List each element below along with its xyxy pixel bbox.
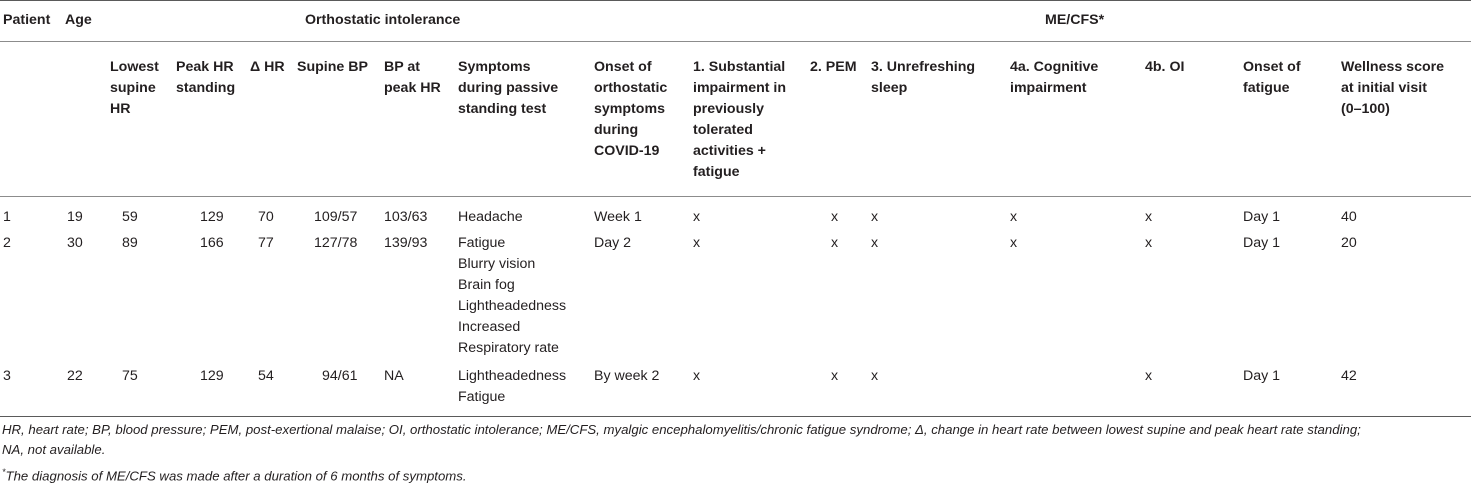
cell-cognitive: x (1010, 209, 1018, 225)
cell-symptoms: Fatigue Blurry vision Brain fog Lightheadedness Increased Respiratory rate (458, 235, 567, 356)
cell-pem: x (831, 235, 839, 251)
cell-onset-orthostatic: By week 2 (594, 368, 660, 384)
col-wellness-score: Wellness score at initial visit (0–100) (1341, 59, 1445, 117)
col-substantial-impairment: 1. Substantial impairment in previously tolerated activities + fatigue (693, 59, 787, 180)
cell-impairment: x (693, 235, 701, 251)
header-patient: Patient (3, 12, 51, 28)
cell-supine-bp: 109/57 (314, 209, 358, 225)
cell-impairment: x (693, 368, 701, 384)
cell-patient: 3 (3, 368, 11, 384)
footnote-abbreviations: HR, heart rate; BP, blood pressure; PEM, post-exertional malaise; OI, orthostatic intolerance; ME/CFS, myalgic encephalomyelitis/chronic fatigue syndrome; Δ, change in heart rate between lowest supine and peak heart rate standing; NA, not available. (2, 422, 1361, 457)
cell-sleep: x (871, 209, 879, 225)
cell-bp-peak: NA (384, 368, 404, 384)
col-cognitive-impairment: 4a. Cognitive impairment (1010, 59, 1099, 96)
cell-supine-bp: 127/78 (314, 235, 358, 251)
cell-oi: x (1145, 209, 1153, 225)
cell-symptoms: Lightheadedness Fatigue (458, 368, 567, 405)
cell-pem: x (831, 209, 839, 225)
cell-lowest-hr: 59 (122, 209, 138, 225)
cell-age: 22 (67, 368, 83, 384)
cell-delta-hr: 54 (258, 368, 274, 384)
cell-wellness: 42 (1341, 368, 1357, 384)
col-lowest-hr: Lowest supine HR (110, 59, 159, 117)
col-delta-hr: Δ HR (250, 59, 285, 75)
cell-wellness: 40 (1341, 209, 1357, 225)
col-onset-orthostatic: Onset of orthostatic symptoms during COVID-19 (594, 59, 668, 159)
cell-bp-peak: 139/93 (384, 235, 428, 251)
cell-wellness: 20 (1341, 235, 1357, 251)
asterisk-note: The diagnosis of ME/CFS was made after a duration of 6 months of symptoms. (5, 468, 467, 484)
cell-lowest-hr: 89 (122, 235, 138, 251)
cell-peak-hr: 129 (200, 209, 224, 225)
footnote-asterisk (2, 462, 467, 486)
cell-sleep: x (871, 368, 879, 384)
col-unrefreshing-sleep: 3. Unrefreshing sleep (871, 59, 976, 96)
col-oi: 4b. OI (1145, 59, 1185, 75)
cell-peak-hr: 129 (200, 368, 224, 384)
cell-onset-fatigue: Day 1 (1243, 368, 1281, 384)
cell-patient: 1 (3, 209, 11, 225)
cell-patient: 2 (3, 235, 11, 251)
header-age: Age (65, 12, 92, 28)
header-mecfs: ME/CFS* (1045, 12, 1105, 28)
header-orthostatic-intolerance: Orthostatic intolerance (305, 12, 461, 28)
cell-delta-hr: 70 (258, 209, 274, 225)
cell-onset-orthostatic: Week 1 (594, 209, 642, 225)
cell-peak-hr: 166 (200, 235, 224, 251)
col-bp-peak: BP at peak HR (384, 59, 441, 96)
col-onset-fatigue: Onset of fatigue (1243, 59, 1301, 96)
cell-sleep: x (871, 235, 879, 251)
cell-supine-bp: 94/61 (322, 368, 358, 384)
cell-impairment: x (693, 209, 701, 225)
cell-symptoms: Headache (458, 209, 523, 225)
cell-onset-fatigue: Day 1 (1243, 209, 1281, 225)
top-rule (0, 0, 1471, 1)
header-rule (0, 196, 1471, 197)
cell-age: 19 (67, 209, 83, 225)
cell-age: 30 (67, 235, 83, 251)
cell-delta-hr: 77 (258, 235, 274, 251)
bottom-rule (0, 416, 1471, 417)
cell-onset-fatigue: Day 1 (1243, 235, 1281, 251)
cell-oi: x (1145, 235, 1153, 251)
cell-pem: x (831, 368, 839, 384)
cell-oi: x (1145, 368, 1153, 384)
col-peak-hr: Peak HR standing (176, 59, 236, 96)
asterisk-mark: * (2, 467, 6, 477)
col-symptoms: Symptoms during passive standing test (458, 59, 559, 117)
cell-bp-peak: 103/63 (384, 209, 428, 225)
group-rule (0, 41, 1471, 42)
cell-lowest-hr: 75 (122, 368, 138, 384)
cell-onset-orthostatic: Day 2 (594, 235, 632, 251)
col-supine-bp: Supine BP (297, 59, 368, 75)
col-pem: 2. PEM (810, 59, 857, 75)
cell-cognitive: x (1010, 235, 1018, 251)
